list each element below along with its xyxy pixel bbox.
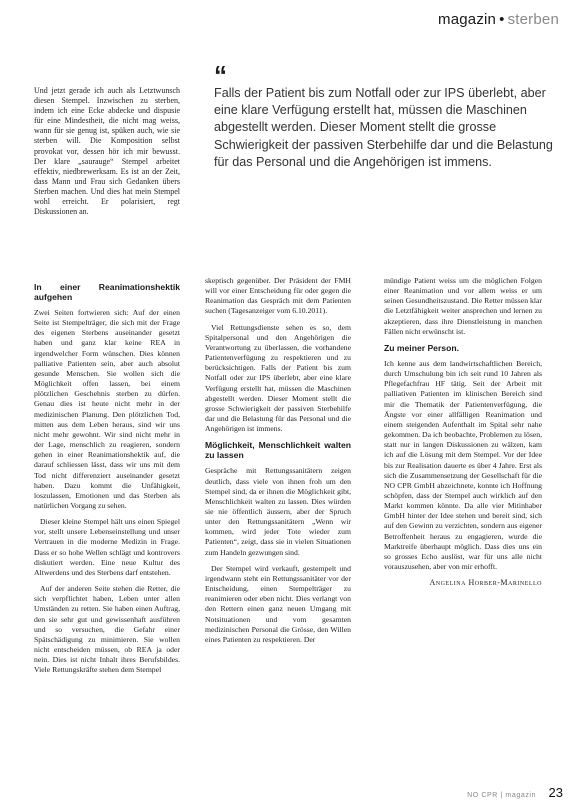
separator-dot: • [499,11,505,28]
subheading-person: Zu meiner Person. [384,342,459,353]
page-footer [467,784,563,802]
section-label: magazin [438,11,497,28]
page-header [438,11,559,28]
body-paragraph: Gespräche mit Rettungssanitätern zeigen deutlich, dass viele von ihnen froh um den Stempel sind, da er ihnen die Möglichkeit gibt, Menschlichkeit walten zu lassen. Dies würden sie nie öffentlich äussern, aber der Spruch unter den Rettungssanitätern „Wenn wir kommen, wird jeder Tote wieder zum Patienten“, zeigt, dass sie in vielen Situationen zum Handeln gezwungen sind. [205,466,351,557]
intro-paragraph: Und jetzt gerade ich auch als Letztwunsch diesen Stempel. Inzwischen zu sterben, indem ich eine Ecke abdecke und dispusie für eine Mindestheit, die nicht mag weiss, wann für sie genug ist, spüken auch, wie sie sterben will. Die Komposition selbst provokat vor, dessen hör ich mir bewusst. Der klare „saurauge“ Stempel arbeitet effektiv, niedbrewerksam. Es ist an der Zeit, dass Mann und Frau sich Gedanken übers Sterben machen. Und dies hat mein Stempel wohl erreicht. Er polarisiert, regt Diskussionen an. [34,86,180,217]
column-2 [205,276,351,651]
column-3 [384,276,542,588]
body-paragraph: skeptisch gegenüber. Der Präsident der FMH will vor einer Entscheidung für oder gegen die Reanimation das Gespräch mit dem Patienten suchen (Tagesanzeiger vom 6.10.2011). [205,276,351,316]
column-1 [34,276,180,681]
subheading-menschlichkeit: Möglichkeit, Menschlichkeit walten zu lassen [205,440,351,461]
author-signature: Angelina Horber-Marinello [429,578,542,588]
body-paragraph: Viel Rettungsdienste sehen es so, dem Spitalpersonal und den Angehörigen die Verantwortung zu überlassen, die vorhandene Patientenverfügung zu respektieren und zu berücksichtigen. Falls der Patient bis zum Notfall oder zur IPS überlebt, aber eine klare Verfügung erstellt hat, müssen die Maschinen abgestellt werden. Dieser Moment stellt die grosse Schwierigkeit der passiven Sterbehilfe dar und die Belastung für das Personal und die Angehörigen ist immens. [205,322,351,434]
publication-name: NO CPR | magazin [467,792,537,799]
body-paragraph: Zwei Seiten fortwieren sich: Auf der einen Seite ist Stempelträger, die sich mit der Frage des eigenen Sterbens auseinander gesetzt haben und ganz klar keine REA in irgendwelcher Form wünschen. Dies können palliative Patienten sein, aber auch absolut gesunde Menschen. Sie wollen sich die Möglichkeit offen lassen, bei einem plötzlichen Geschehnis sterben zu dürfen. Genau dies ist heute nicht mehr in der medizinischen Planung. Den plötzlichen Tod, mitten aus dem Leben heraus, sind wir uns nicht mehr gewohnt. Wir sind nicht mehr in der Lage, menschlich zu reagieren, sondern gehen in einer Reanimationshektik auf, die darauf schliessen lässt, dass wir uns mit dem Tod nicht differenziert auseinander gesetzt haben. Dazu kommt die Unfähigkeit, loszulassen, Emotionen und das Sterben als natürlichen Vorgang zu sehen. [34,308,180,510]
topic-label: sterben [507,11,559,28]
body-paragraph: Dieser kleine Stempel hält uns einen Spiegel vor, stellt unsere Lebenseinstellung und unser Vertrauen in die moderne Medizin in Frage. Dass er so hohe Wellen schlägt und kontrovers diskutiert werden. Eine neue Kultur des Altwerdens und des Sterbens darf entstehen. [34,517,180,577]
body-paragraph: Der Stempel wird verkauft, gestempelt und irgendwann steht ein Rettungssanitäter vor der Entscheidung, einen Stempelträger zu reanimieren oder eben nicht. Dies verlangt von den Rettern einen ganz neuen Umgang mit Notsituationen und vom gesamten medizinischen Personal die Grösse, den Willen eines Patienten zu respektieren. Der [205,563,351,644]
pull-quote: Falls der Patient bis zum Notfall oder zur IPS überlebt, aber eine klare Verfügung erstellt hat, müssen die Maschinen abgestellt werden. Dieser Moment stellt die grosse Schwierigkeit der passiven Sterbehilfe dar und die Belastung für das Personal und die Angehörigen ist immens. [214,86,553,169]
body-paragraph: Auf der anderen Seite stehen die Retter, die sich verpflichtet haben, Leben unter allen Umständen zu retten. Sie haben einen Auftrag, den sie sehr gut und gewissenhaft ausführen und so versuchen, die Gefahr einer Spätschädigung zu minimieren. Sie wollen nicht entscheiden müssen, ob REA ja oder nein. Dies ist nicht Inhalt ihres Berufsbildes. Viele Rettungskräfte stehen dem Stempel [34,584,180,675]
body-paragraph: mündige Patient weiss um die möglichen Folgen einer Reanimation und vor allem weiss er um seinen Gesundheitszustand. Die Retter müssen klar die Letztfähigkeit weiter ansprechen und lernen zu akzeptieren, dass ihre Dienstleistung in manchen Fällen nicht erwünscht ist. [384,276,542,336]
quote-mark-icon: “ [214,60,227,90]
page-number: 23 [548,785,563,800]
body-paragraph: Ich kenne aus dem landwirtschaftlichen Bereich, durch Umschulung bin ich seit rund 10 Jahren als Pflegefachfrau HF tätig. Seit der Arbeit mit palliativen Patienten im klinischen Bereich sind mir die Thematik der Patientenverfügung, die Ängste vor einer allfälligen Reanimation und einem steigenden Aufenthalt im Spital sehr nahe gekommen. Da ich beobachte, Problemen zu lösen, statt nur in langen Diskussionen zu wälzen, kam ich auf die Lösung mit dem Stempel. Vor der Idee bis zur Realisation dauerte es über 4 Jahre. Erst als sich die Zusammensetzung der Gesellschaft für die NO CPR GmbH abzeichnete, konnte ich Hoffnung schöpfen, dass der Stempel auch wirklich auf den Markt kommen könnte. Da alle vier Mitinhaber GmbH hinter der Idee stehen und bereit sind, sich auf den Gewinn zu verzichten, sondern aus eigener Betroffenheit heraus zu engagieren, wurde die Marktreife überhaupt möglich. Dass dies uns ein so grosses Echo auslöst, war für uns alle nicht vorauszusehen, aber von mir erhofft. [384,358,542,572]
subheading-reanimation: In einer Reanimationshektik aufgehen [34,282,180,302]
